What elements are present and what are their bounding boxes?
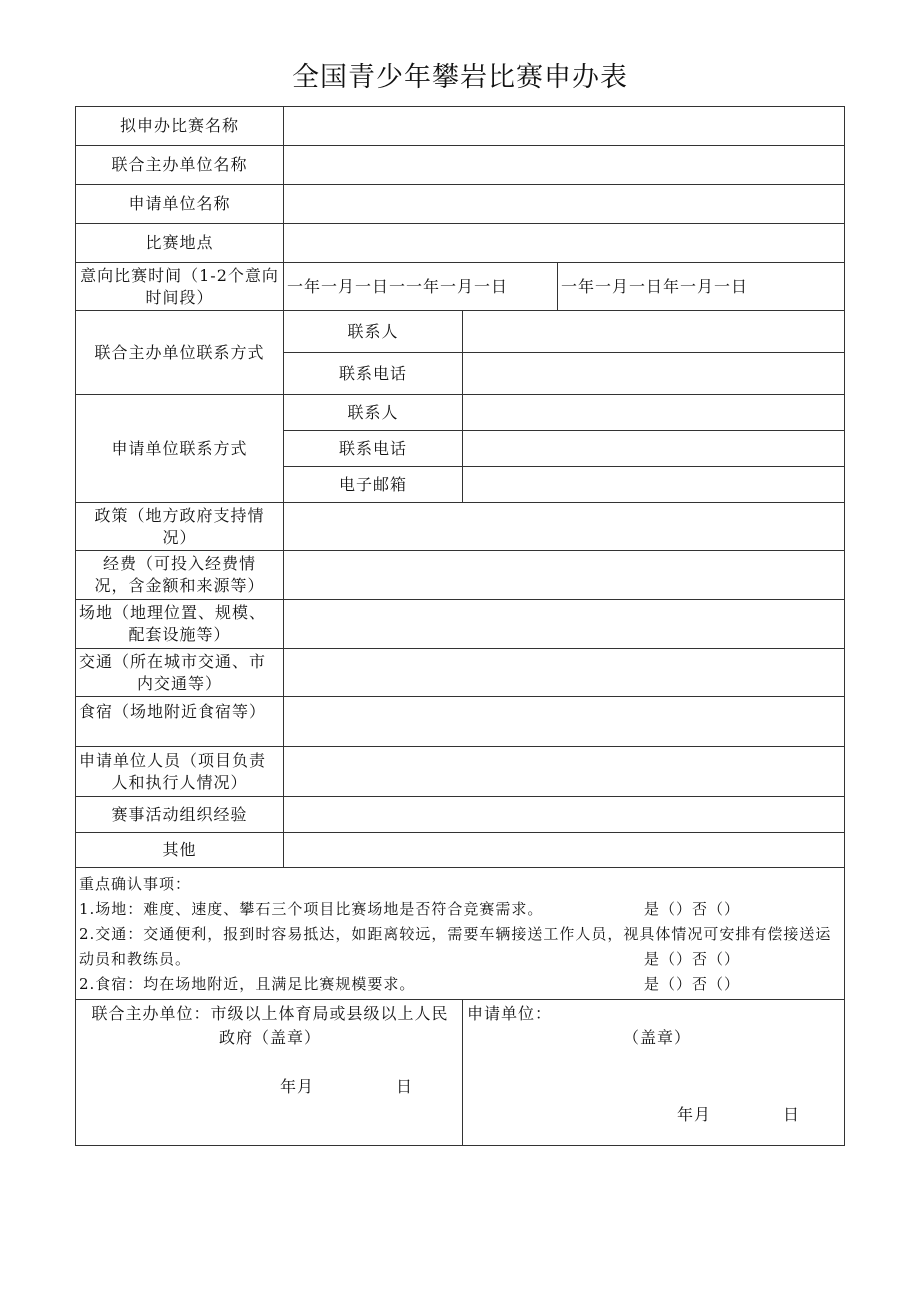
row-co-host-name bbox=[76, 146, 845, 185]
row-lodging bbox=[76, 697, 845, 747]
label-co-host-contact-person: 联系人 bbox=[284, 311, 463, 353]
note-item-traffic-text: 2.交通：交通便利，报到时容易抵达，如距离较远，需要车辆接送工作人员，视具体情况可安排有偿接送运动员和教练员。 bbox=[79, 925, 832, 968]
applicant-signature-cell[interactable] bbox=[463, 1000, 845, 1146]
label-applicant-contact: 申请单位联系方式 bbox=[76, 395, 284, 503]
label-applicant-email: 电子邮箱 bbox=[284, 467, 463, 503]
label-policy-line-1: 政策（地方政府支持情 bbox=[94, 505, 265, 525]
label-staff bbox=[76, 747, 284, 797]
field-applicant-contact-phone[interactable] bbox=[463, 431, 845, 467]
label-site-line-2: 配套设施等） bbox=[128, 625, 231, 644]
label-applicant-contact-phone: 联系电话 bbox=[284, 431, 463, 467]
field-competition-name[interactable] bbox=[284, 107, 845, 146]
label-co-host-contact: 联合主办单位联系方式 bbox=[76, 311, 284, 395]
label-lodging: 食宿（场地附近食宿等） bbox=[76, 697, 284, 747]
label-venue: 比赛地点 bbox=[76, 224, 284, 263]
row-other bbox=[76, 833, 845, 868]
field-co-host-contact-phone[interactable] bbox=[463, 353, 845, 395]
label-traffic-line-2: 内交通等） bbox=[136, 673, 222, 693]
applicant-date-day: 日 bbox=[783, 1105, 801, 1124]
row-signatures bbox=[76, 1000, 845, 1146]
row-co-host-contact-person bbox=[76, 311, 845, 353]
row-traffic bbox=[76, 649, 845, 697]
field-traffic[interactable] bbox=[284, 649, 845, 697]
field-co-host-contact-person[interactable] bbox=[463, 311, 845, 353]
field-applicant-name[interactable] bbox=[284, 185, 845, 224]
note-item-site bbox=[79, 897, 840, 922]
label-co-host-contact-phone: 联系电话 bbox=[284, 353, 463, 395]
note-item-lodging-yes-no[interactable]: 是（）否（） bbox=[644, 975, 741, 993]
label-traffic bbox=[76, 649, 284, 697]
field-venue[interactable] bbox=[284, 224, 845, 263]
label-competition-name: 拟申办比赛名称 bbox=[76, 107, 284, 146]
field-staff[interactable] bbox=[284, 747, 845, 797]
application-form-table bbox=[75, 106, 845, 1146]
note-item-lodging bbox=[79, 972, 840, 997]
field-other[interactable] bbox=[284, 833, 845, 868]
co-host-date-year-month: 年月 bbox=[280, 1077, 315, 1096]
row-applicant-contact-person bbox=[76, 395, 845, 431]
field-experience[interactable] bbox=[284, 797, 845, 833]
row-intended-time bbox=[76, 263, 845, 311]
co-host-signature-label: 联合主办单位：市级以上体育局或县级以上人民政府（盖章） bbox=[91, 1004, 449, 1047]
label-policy bbox=[76, 503, 284, 551]
label-experience: 赛事活动组织经验 bbox=[76, 797, 284, 833]
label-funding bbox=[76, 551, 284, 600]
label-funding-line-2: 况，含金额和来源等） bbox=[94, 576, 265, 595]
label-applicant-name: 申请单位名称 bbox=[76, 185, 284, 224]
row-policy bbox=[76, 503, 845, 551]
applicant-signature-label: 申请单位： bbox=[467, 1004, 553, 1023]
field-co-host-name[interactable] bbox=[284, 146, 845, 185]
field-time-slot-2[interactable]: 一年一月一日年一月一日 bbox=[558, 263, 845, 311]
note-item-traffic-yes-no[interactable]: 是（）否（） bbox=[644, 950, 741, 968]
note-item-lodging-text: 2.食宿：均在场地附近，且满足比赛规模要求。 bbox=[79, 975, 416, 993]
label-traffic-line-1: 交通（所在城市交通、市 bbox=[79, 651, 267, 671]
label-other: 其他 bbox=[76, 833, 284, 868]
key-confirmations-section bbox=[76, 868, 845, 1000]
applicant-stamp-label: （盖章） bbox=[623, 1028, 692, 1047]
row-key-confirmations bbox=[76, 868, 845, 1000]
label-staff-line-2: 人和执行人情况） bbox=[111, 772, 248, 792]
applicant-date-year-month: 年月 bbox=[677, 1105, 712, 1124]
field-applicant-email[interactable] bbox=[463, 467, 845, 503]
co-host-date-day: 日 bbox=[396, 1077, 414, 1096]
field-lodging[interactable] bbox=[284, 697, 845, 747]
note-item-site-yes-no[interactable]: 是（）否（） bbox=[644, 900, 741, 918]
field-applicant-contact-person[interactable] bbox=[463, 395, 845, 431]
label-intended-time: 意向比赛时间（1-2个意向时间段） bbox=[76, 263, 284, 311]
label-site-line-1: 场地（地理位置、规模、 bbox=[79, 603, 267, 622]
row-funding bbox=[76, 551, 845, 600]
row-venue bbox=[76, 224, 845, 263]
notes-heading: 重点确认事项： bbox=[79, 875, 192, 893]
note-item-site-text: 1.场地：难度、速度、攀石三个项目比赛场地是否符合竞赛需求。 bbox=[79, 900, 544, 918]
label-co-host-name: 联合主办单位名称 bbox=[76, 146, 284, 185]
field-time-slot-1[interactable]: 一年一月一日一一年一月一日 bbox=[284, 263, 558, 311]
page-title: 全国青少年攀岩比赛申办表 bbox=[292, 62, 628, 93]
row-site bbox=[76, 600, 845, 649]
row-experience bbox=[76, 797, 845, 833]
row-staff bbox=[76, 747, 845, 797]
row-applicant-name bbox=[76, 185, 845, 224]
field-policy[interactable] bbox=[284, 503, 845, 551]
label-site bbox=[76, 600, 284, 649]
co-host-signature-cell[interactable] bbox=[76, 1000, 463, 1146]
label-policy-line-2: 况） bbox=[162, 527, 197, 547]
row-competition-name bbox=[76, 107, 845, 146]
label-applicant-contact-person: 联系人 bbox=[284, 395, 463, 431]
field-site[interactable] bbox=[284, 600, 845, 649]
label-funding-line-1: 经费（可投入经费情 bbox=[102, 554, 256, 573]
label-staff-line-1: 申请单位人员（项目负责 bbox=[79, 750, 267, 770]
field-funding[interactable] bbox=[284, 551, 845, 600]
